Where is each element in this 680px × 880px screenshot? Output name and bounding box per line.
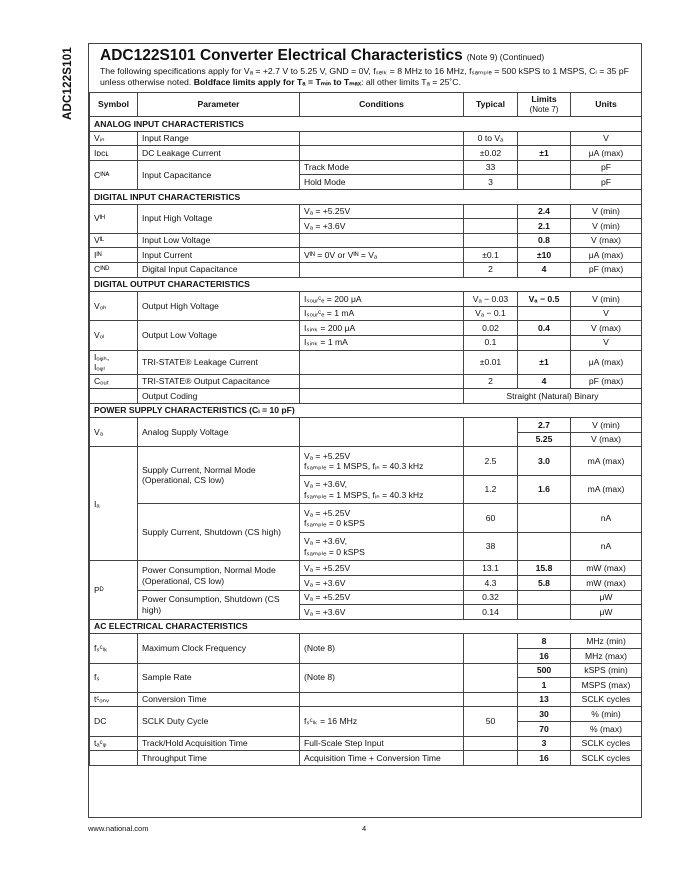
table-row: Supply Current, Shutdown (CS high) Vₐ = +5.25V fₛₐₘₚₗₑ = 0 kSPS 60 nA bbox=[90, 504, 642, 533]
section-row: POWER SUPPLY CHARACTERISTICS (Cₗ = 10 pF) bbox=[90, 403, 642, 418]
table-row: tₐᶜᵩ Track/Hold Acquisition Time Full-Scale Step Input 3 SCLK cycles bbox=[90, 736, 642, 751]
hdr-conditions: Conditions bbox=[300, 93, 464, 117]
header-row bbox=[90, 93, 642, 117]
section-row: AC ELECTRICAL CHARACTERISTICS bbox=[90, 619, 642, 634]
hdr-typical: Typical bbox=[464, 93, 518, 117]
table-row: 5.25 V (max) bbox=[90, 432, 642, 447]
hdr-limits: Limits (Note 7) bbox=[518, 93, 571, 117]
table-row: Hold Mode 3 pF bbox=[90, 175, 642, 190]
table-row: 70 % (max) bbox=[90, 722, 642, 737]
section-row: ANALOG INPUT CHARACTERISTICS bbox=[90, 117, 642, 132]
table-row: Vₐ = +3.6V, fₛₐₘₚₗₑ = 0 kSPS 38 nA bbox=[90, 532, 642, 561]
table-row: Iᴵᴺ Input Current Vᴵᴺ = 0V or Vᴵᴺ = Vₐ ±0.1 ±10 μA (max) bbox=[90, 248, 642, 263]
table-row: Output Coding Straight (Natural) Binary bbox=[90, 389, 642, 404]
table-row: Iₛₒᵤᵣᶜₑ = 1 mA Vₐ − 0.1 V bbox=[90, 306, 642, 321]
table-row: Cᴵᴺᴰ Digital Input Capacitance 2 4 pF (max) bbox=[90, 262, 642, 277]
intro-text: The following specifications apply for Vₐ = +2.7 V to 5.25 V, GND = 0V, fₛₑₗₖ = 8 MHz to 16 MHz, fₛₐₘₚₗₑ = 500 kSPS to 1 MSPS, Cₗ = 35 pF unless otherwise noted. Boldface limits apply for Tₐ = Tₘᵢₙ to Tₘₐₓ: all other limits Tₐ = 25˚C. bbox=[100, 66, 629, 87]
table-row: Throughput Time Acquisition Time + Conversion Time 16 SCLK cycles bbox=[90, 751, 642, 766]
table-row: Iₒᵩₕ, Iₒᵩₗ TRI-STATE® Leakage Current ±0.01 ±1 μA (max) bbox=[90, 350, 642, 374]
table-row: DC SCLK Duty Cycle fₛᶜₗₖ = 16 MHz 50 30 % (min) bbox=[90, 707, 642, 722]
table-row: fₛ Sample Rate (Note 8) 500 kSPS (min) bbox=[90, 663, 642, 678]
page-title: ADC122S101 Converter Electrical Characteristics (Note 9) (Continued) bbox=[100, 47, 545, 64]
footer-site[interactable]: www.national.com bbox=[88, 824, 149, 833]
table-row: Pᴰ Power Consumption, Normal Mode (Operational, CS low) Vₐ = +5.25V 13.1 15.8 mW (max) bbox=[90, 561, 642, 576]
spec-table bbox=[89, 92, 642, 766]
table-row: Vᵢₙ Input Range 0 to Vₐ V bbox=[90, 131, 642, 146]
hdr-parameter: Parameter bbox=[138, 93, 300, 117]
table-row: Vₐ Analog Supply Voltage 2.7 V (min) bbox=[90, 418, 642, 433]
table-row: Vₒₗ Output Low Voltage Iₛᵢₙₖ = 200 μA 0.02 0.4 V (max) bbox=[90, 321, 642, 336]
table-row: Vᴵᴸ Input Low Voltage 0.8 V (max) bbox=[90, 233, 642, 248]
table-row: Vᴵᴴ Input High Voltage Vₐ = +5.25V 2.4 V (min) bbox=[90, 204, 642, 219]
table-row: Vₐ = +3.6V 4.3 5.8 mW (max) bbox=[90, 576, 642, 591]
table-row: Vₐ = +3.6V, fₛₐₘₚₗₑ = 1 MSPS, fᵢₙ = 40.3 kHz 1.2 1.6 mA (max) bbox=[90, 475, 642, 504]
table-row: Vₐ = +3.6V 2.1 V (min) bbox=[90, 219, 642, 234]
table-row: tᶜₒₙᵥ Conversion Time 13 SCLK cycles bbox=[90, 692, 642, 707]
table-row: Iᴅᴄʟ DC Leakage Current ±0.02 ±1 μA (max) bbox=[90, 146, 642, 161]
side-tab: ADC122S101 bbox=[62, 47, 74, 120]
table-row: 1 MSPS (max) bbox=[90, 678, 642, 693]
table-row: fₛᶜₗₖ Maximum Clock Frequency (Note 8) 8 MHz (min) bbox=[90, 634, 642, 649]
page-number: 4 bbox=[362, 824, 367, 833]
section-row: DIGITAL INPUT CHARACTERISTICS bbox=[90, 189, 642, 204]
table-row: Iₛᵢₙₖ = 1 mA 0.1 V bbox=[90, 335, 642, 350]
table-row: Vₐ = +3.6V 0.14 μW bbox=[90, 605, 642, 620]
table-row: Iₐ Supply Current, Normal Mode (Operational, CS low) Vₐ = +5.25V fₛₐₘₚₗₑ = 1 MSPS, fᵢₙ = 40.3 kHz 2.5 3.0 mA (max) bbox=[90, 447, 642, 476]
table-row: Cᴵᴺᴬ Input Capacitance Track Mode 33 pF bbox=[90, 160, 642, 175]
section-row: DIGITAL OUTPUT CHARACTERISTICS bbox=[90, 277, 642, 292]
table-row: Power Consumption, Shutdown (CS high) Vₐ = +5.25V 0.32 μW bbox=[90, 590, 642, 605]
hdr-symbol: Symbol bbox=[90, 93, 138, 117]
title-note: (Note 9) (Continued) bbox=[466, 52, 545, 62]
table-row: Cₒᵤₜ TRI-STATE® Output Capacitance 2 4 pF (max) bbox=[90, 374, 642, 389]
table-row: 16 MHz (max) bbox=[90, 649, 642, 664]
table-row: Vₒₕ Output High Voltage Iₛₒᵤᵣᶜₑ = 200 μA Vₐ − 0.03 Vₐ − 0.5 V (min) bbox=[90, 292, 642, 307]
hdr-units: Units bbox=[571, 93, 642, 117]
